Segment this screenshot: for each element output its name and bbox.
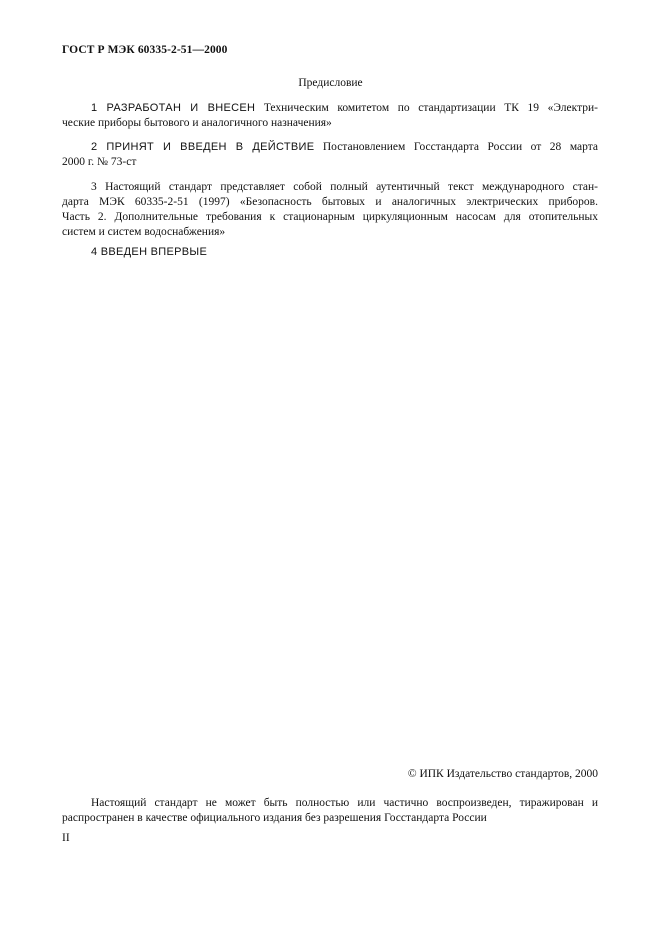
reproduction-notice-line-2: распространен в качестве официального издания без разрешения Госстандарта России — [62, 812, 487, 824]
paragraph-2 — [62, 140, 598, 170]
paragraph-2-line-1-text: Постановлением Госстандарта России от 28 марта — [314, 141, 598, 153]
paragraph-1-caps: 1 РАЗРАБОТАН И ВНЕСЕН — [91, 102, 256, 114]
paragraph-2-line-2: 2000 г. № 73-ст — [62, 156, 137, 168]
document-header-code: ГОСТ Р МЭК 60335-2-51—2000 — [62, 44, 228, 56]
paragraph-1 — [62, 101, 598, 131]
paragraph-1-line-1 — [62, 101, 598, 116]
reproduction-notice-line-1: Настоящий стандарт не может быть полностью или частично воспроизведен, тиражирован и — [91, 797, 598, 809]
reproduction-notice — [62, 796, 598, 826]
paragraph-2-caps: 2 ПРИНЯТ И ВВЕДЕН В ДЕЙСТВИЕ — [91, 141, 315, 153]
paragraph-3-line-2: дарта МЭК 60335-2-51 (1997) «Безопасность бытовых и аналогичных электрических приборов. — [62, 196, 598, 208]
paragraph-1-line-1-text: Техническим комитетом по стандартизации ТК 19 «Электри- — [255, 102, 598, 114]
paragraph-4-caps: 4 ВВЕДЕН ВПЕРВЫЕ — [91, 246, 208, 258]
paragraph-3-line-1: 3 Настоящий стандарт представляет собой полный аутентичный текст международного стан- — [91, 181, 598, 193]
paragraph-4-line-1 — [62, 245, 598, 260]
paragraph-1-line-2: ческие приборы бытового и аналогичного назначения» — [62, 117, 332, 129]
page-number: II — [62, 832, 70, 844]
copyright-notice: © ИПК Издательство стандартов, 2000 — [407, 768, 598, 780]
paragraph-2-line-1 — [62, 140, 598, 155]
paragraph-3-line-3: Часть 2. Дополнительные требования к стационарным циркуляционным насосам для отопительных — [62, 211, 598, 223]
section-title: Предисловие — [298, 77, 363, 89]
paragraph-3-line-4: систем и систем водоснабжения» — [62, 226, 226, 238]
paragraph-4 — [62, 245, 598, 260]
paragraph-3 — [62, 180, 598, 240]
